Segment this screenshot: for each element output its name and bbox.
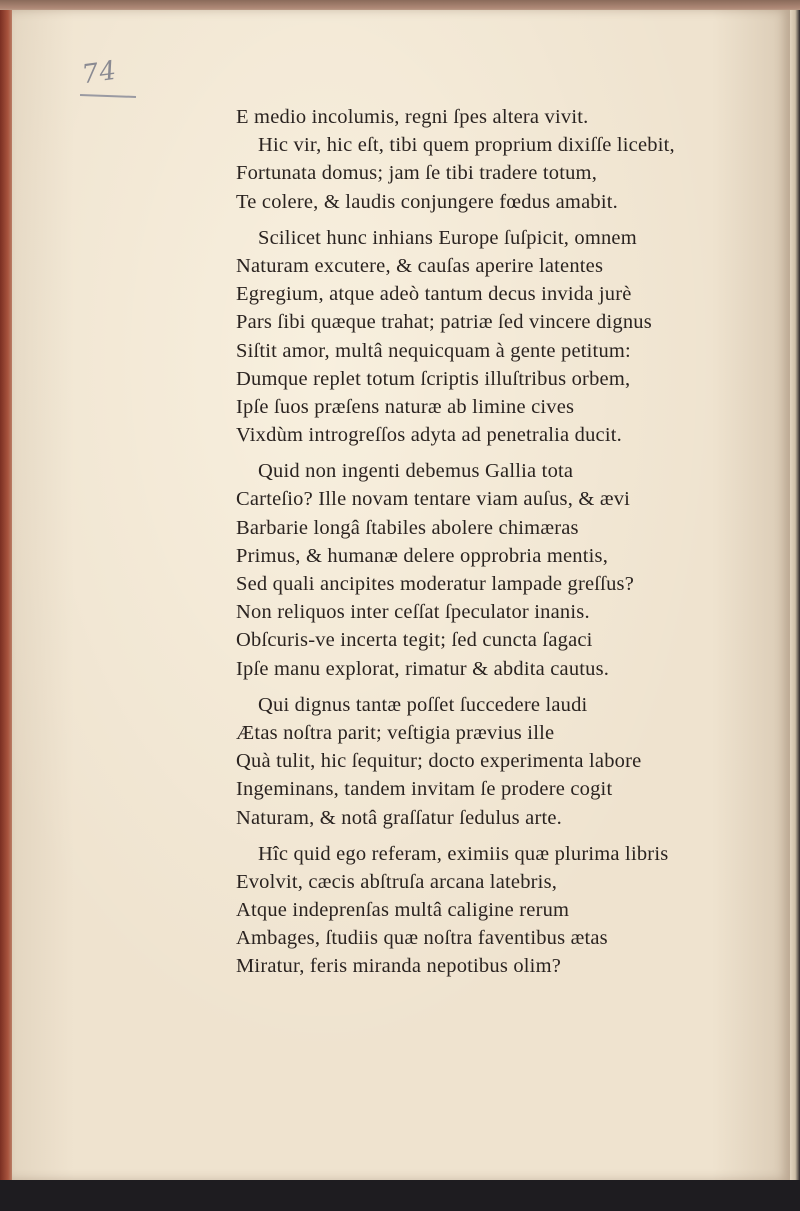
- page-number-pencil-mark: 74: [80, 55, 120, 91]
- verse-line: Dumque replet totum ſcriptis illuſtribus orbem,: [236, 367, 631, 390]
- verse-line: Quà tulit, hic ſequitur; docto experimenta labore: [236, 750, 642, 773]
- verse-line: Barbarie longâ ſtabiles abolere chimæras: [236, 516, 579, 539]
- verse-line: Fortunata domus; jam ſe tibi tradere totum,: [236, 162, 598, 185]
- verse-line: Quid non ingenti debemus Gallia tota: [258, 460, 574, 483]
- stanza: [236, 224, 776, 450]
- verse-line: E medio incolumis, regni ſpes altera vivit.: [236, 106, 589, 128]
- stanza: [236, 691, 776, 832]
- poem-text: [236, 103, 776, 981]
- verse-line: Miratur, feris miranda nepotibus olim?: [236, 955, 562, 978]
- verse-line: Naturam, & notâ graſſatur ſedulus arte.: [236, 806, 563, 829]
- verse-line: Vixdùm introgreſſos adyta ad penetralia ducit.: [236, 424, 622, 447]
- verse-line: Ipſe manu explorat, rimatur & abdita cautus.: [236, 657, 610, 680]
- verse-line: Naturam excutere, & cauſas aperire latentes: [236, 254, 604, 277]
- verse-line: Ipſe ſuos præſens naturæ ab limine cives: [236, 395, 575, 418]
- verse-line: Non reliquos inter ceſſat ſpeculator inanis.: [236, 601, 590, 624]
- verse-line: Evolvit, cæcis abſtruſa arcana latebris,: [236, 870, 558, 893]
- verse-line: Qui dignus tantæ poſſet ſuccedere laudi: [258, 693, 588, 716]
- verse-line: Obſcuris-ve incerta tegit; ſed cuncta ſagaci: [236, 629, 593, 652]
- verse-line: Ingeminans, tandem invitam ſe prodere cogit: [236, 778, 613, 801]
- verse-line: Hic vir, hic eſt, tibi quem proprium dixiſſe licebit,: [258, 134, 675, 157]
- verse-line: Siſtit amor, multâ nequicquam à gente petitum:: [236, 339, 631, 362]
- verse-line: Egregium, atque adeò tantum decus invida jurè: [236, 283, 632, 306]
- verse-line: Ambages, ſtudiis quæ noſtra faventibus ætas: [236, 927, 608, 950]
- verse-line: Sed quali ancipites moderatur lampade greſſus?: [236, 573, 634, 595]
- stanza: [236, 457, 776, 683]
- verse-line: Te colere, & laudis conjungere fœdus amabit.: [236, 190, 618, 213]
- stanza: [236, 840, 776, 981]
- verse-line: Ætas noſtra parit; veſtigia prævius ille: [236, 721, 555, 744]
- verse-line: Hîc quid ego referam, eximiis quæ plurima libris: [258, 842, 669, 865]
- scan-background: [0, 1180, 800, 1211]
- verse-line: Atque indeprenſas multâ caligine rerum: [236, 899, 570, 922]
- stanza: [236, 103, 776, 216]
- verse-line: Pars ſibi quæque trahat; patriæ ſed vincere dignus: [236, 311, 652, 334]
- verse-line: Primus, & humanæ delere opprobria mentis,: [236, 544, 609, 567]
- verse-line: Carteſio? Ille novam tentare viam auſus, & ævi: [236, 488, 631, 511]
- verse-line: Scilicet hunc inhians Europe ſuſpicit, omnem: [258, 226, 637, 249]
